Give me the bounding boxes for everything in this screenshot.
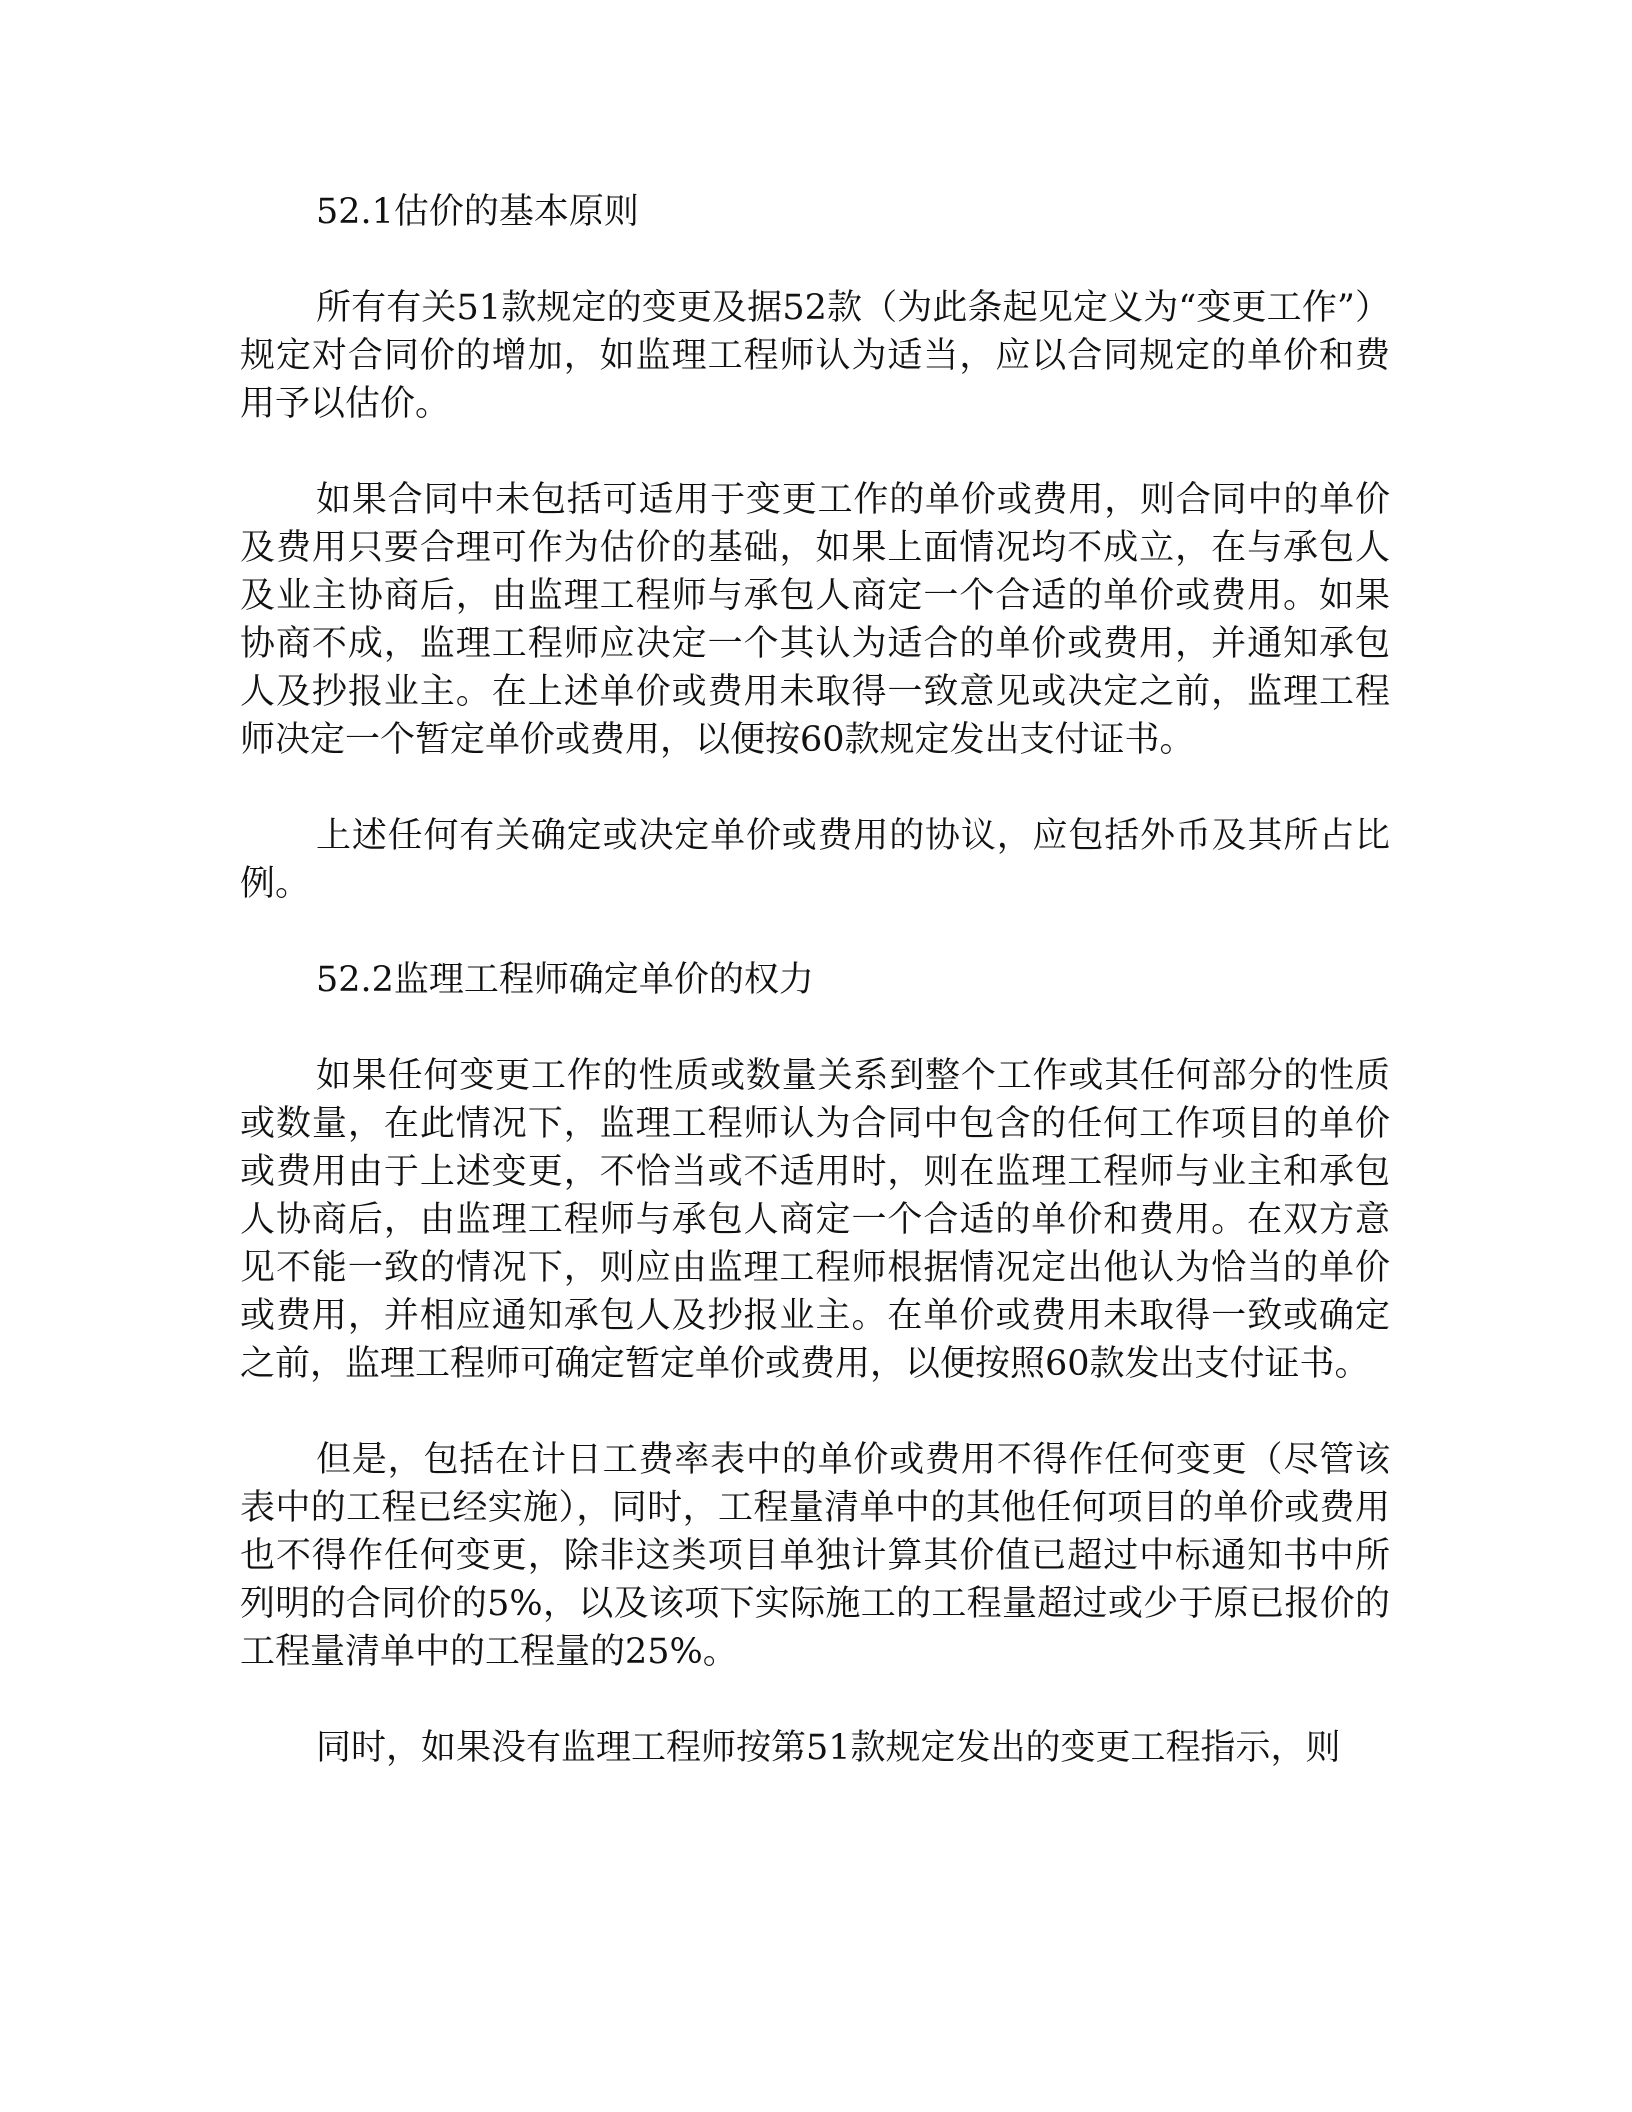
paragraph: 上述任何有关确定或决定单价或费用的协议，应包括外币及其所占比例。 [240,816,1390,904]
document-body [240,188,1390,1772]
paragraph: 如果合同中未包括可适用于变更工作的单价或费用，则合同中的单价及费用只要合理可作为估价的基础，如果上面情况均不成立，在与承包人及业主协商后，由监理工程师与承包人商定一个合适的单价或费用。如果协商不成，监理工程师应决定一个其认为适合的单价或费用，并通知承包人及抄报业主。在上述单价或费用未取得一致意见或决定之前，监理工程师决定一个暂定单价或费用，以便按60款规定发出支付证书。 [240,480,1390,760]
paragraph: 同时，如果没有监理工程师按第51款规定发出的变更工程指示，则 [316,1728,1341,1768]
section-heading-52-2: 52.2监理工程师确定单价的权力 [316,960,814,1000]
paragraph: 如果任何变更工作的性质或数量关系到整个工作或其任何部分的性质或数量，在此情况下，监理工程师认为合同中包含的任何工作项目的单价或费用由于上述变更，不恰当或不适用时，则在监理工程师与业主和承包人协商后，由监理工程师与承包人商定一个合适的单价和费用。在双方意见不能一致的情况下，则应由监理工程师根据情况定出他认为恰当的单价或费用，并相应通知承包人及抄报业主。在单价或费用未取得一致或确定之前，监理工程师可确定暂定单价或费用，以便按照60款发出支付证书。 [240,1056,1390,1384]
section-heading-52-1: 52.1估价的基本原则 [316,192,639,232]
paragraph: 但是，包括在计日工费率表中的单价或费用不得作任何变更（尽管该表中的工程已经实施），同时，工程量清单中的其他任何项目的单价或费用也不得作任何变更，除非这类项目单独计算其价值已超过中标通知书中所列明的合同价的5%，以及该项下实际施工的工程量超过或少于原已报价的工程量清单中的工程量的25%。 [240,1440,1390,1672]
paragraph: 所有有关51款规定的变更及据52款（为此条起见定义为“变更工作”）规定对合同价的增加，如监理工程师认为适当，应以合同规定的单价和费用予以估价。 [240,288,1390,424]
